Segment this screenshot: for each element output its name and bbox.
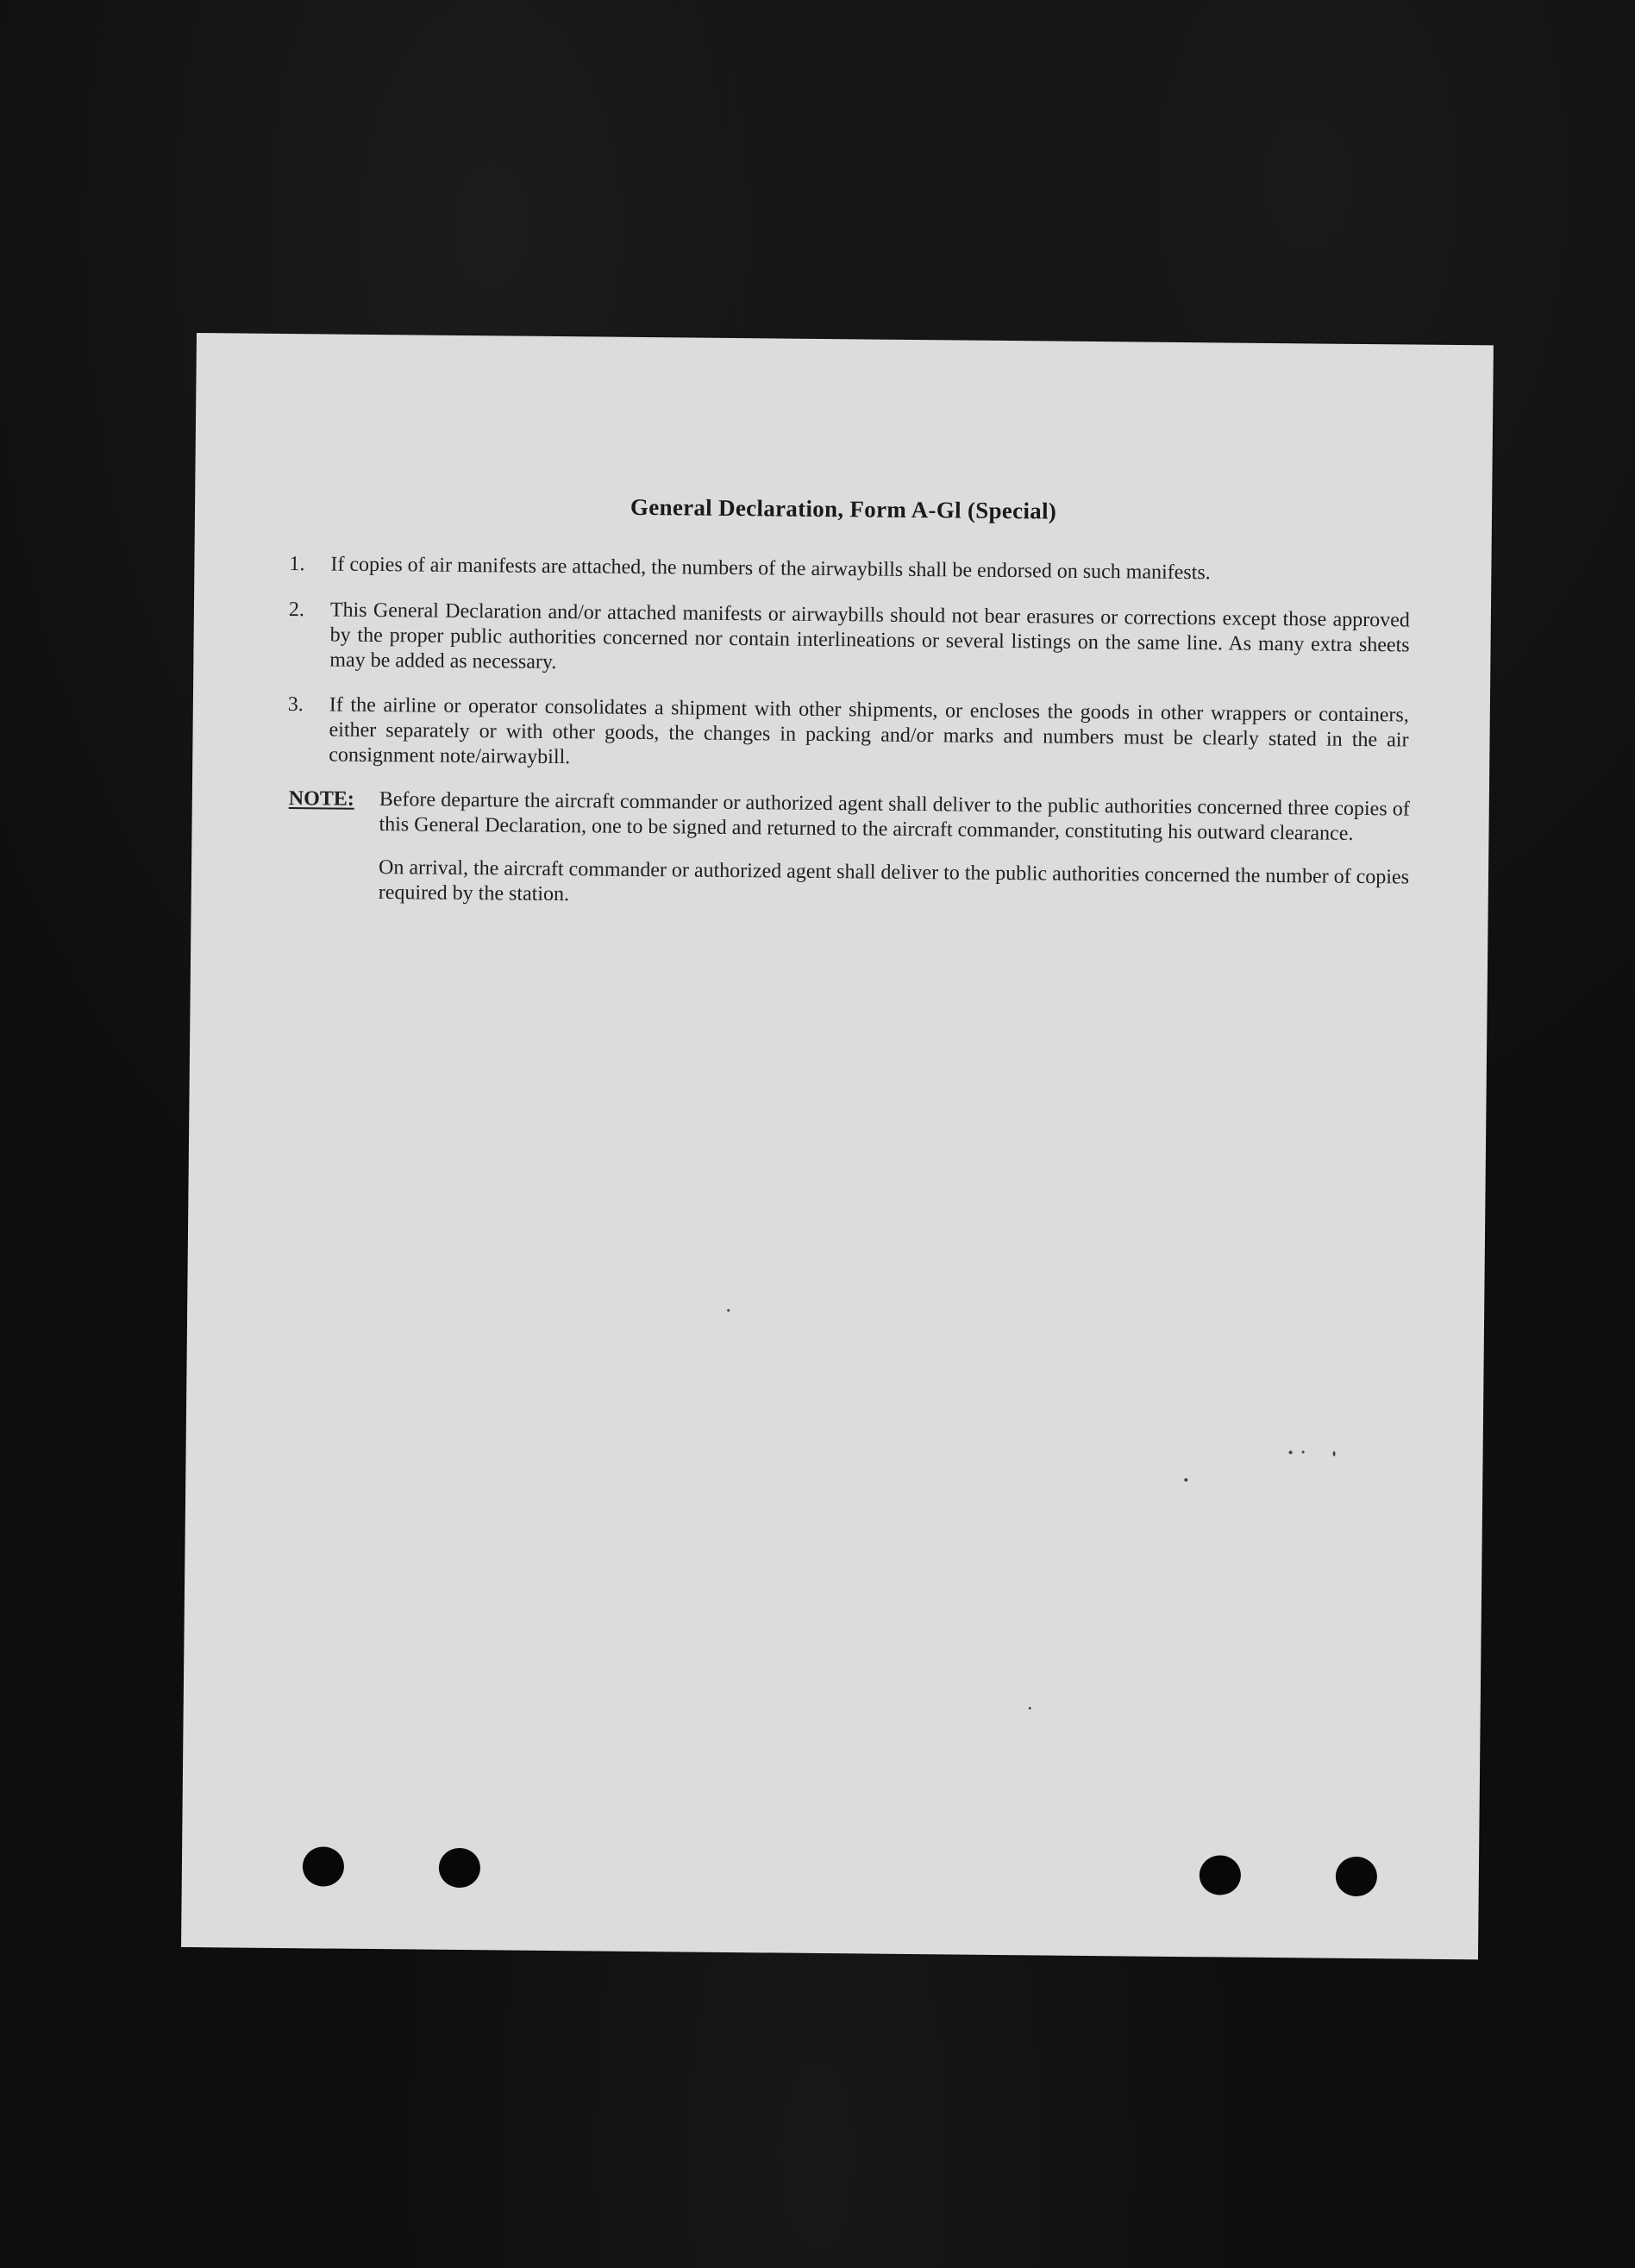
scan-speck <box>1289 1450 1293 1454</box>
item-number: 3. <box>287 693 304 717</box>
item-text: This General Declaration and/or attached manifests or airwaybills should not bear erasures or corrections except those approved by the proper public authorities concerned nor contain interlineations or several listings on the same line. As many extra sheets may be added as necessary. <box>329 598 1410 674</box>
punch-hole <box>439 1848 480 1888</box>
scan-speck <box>1333 1451 1336 1457</box>
scan-speck <box>1302 1450 1305 1453</box>
punch-hole <box>1336 1857 1377 1896</box>
punch-hole <box>303 1846 344 1886</box>
document-page <box>181 333 1494 1959</box>
punch-hole <box>1200 1855 1241 1895</box>
document-title: General Declaration, Form A-Gl (Special) <box>630 493 1057 524</box>
item-number: 2. <box>288 598 305 622</box>
note-body <box>379 787 1410 915</box>
item-number: 1. <box>289 553 305 576</box>
note-paragraph: Before departure the aircraft commander or authorized agent shall deliver to the public authorities concerned three copies of this General Declaration, one to be signed and returned to the aircraft commander, constituting his outward clearance. <box>379 788 1410 845</box>
note-paragraph: On arrival, the aircraft commander or authorized agent shall deliver to the public authorities concerned the number of copies required by the station. <box>378 856 1410 906</box>
scan-speck <box>727 1309 730 1312</box>
item-text: If copies of air manifests are attached, the numbers of the airwaybills shall be endorsed on such manifests. <box>330 553 1211 585</box>
instruction-item-1 <box>289 552 1410 587</box>
instruction-item-2 <box>288 598 1410 683</box>
note-label: NOTE: <box>288 787 354 811</box>
instruction-item-3 <box>287 692 1409 778</box>
note-section <box>287 786 1409 933</box>
scan-speck <box>1184 1478 1187 1482</box>
item-text: If the airline or operator consolidates a shipment with other shipments, or encloses the goods in other wrappers or containers, either separately or with other goods, the changes in packing and/or marks and numbers must be clearly stated in the air consignment note/airwaybill. <box>329 693 1409 769</box>
scan-speck <box>1029 1707 1031 1709</box>
